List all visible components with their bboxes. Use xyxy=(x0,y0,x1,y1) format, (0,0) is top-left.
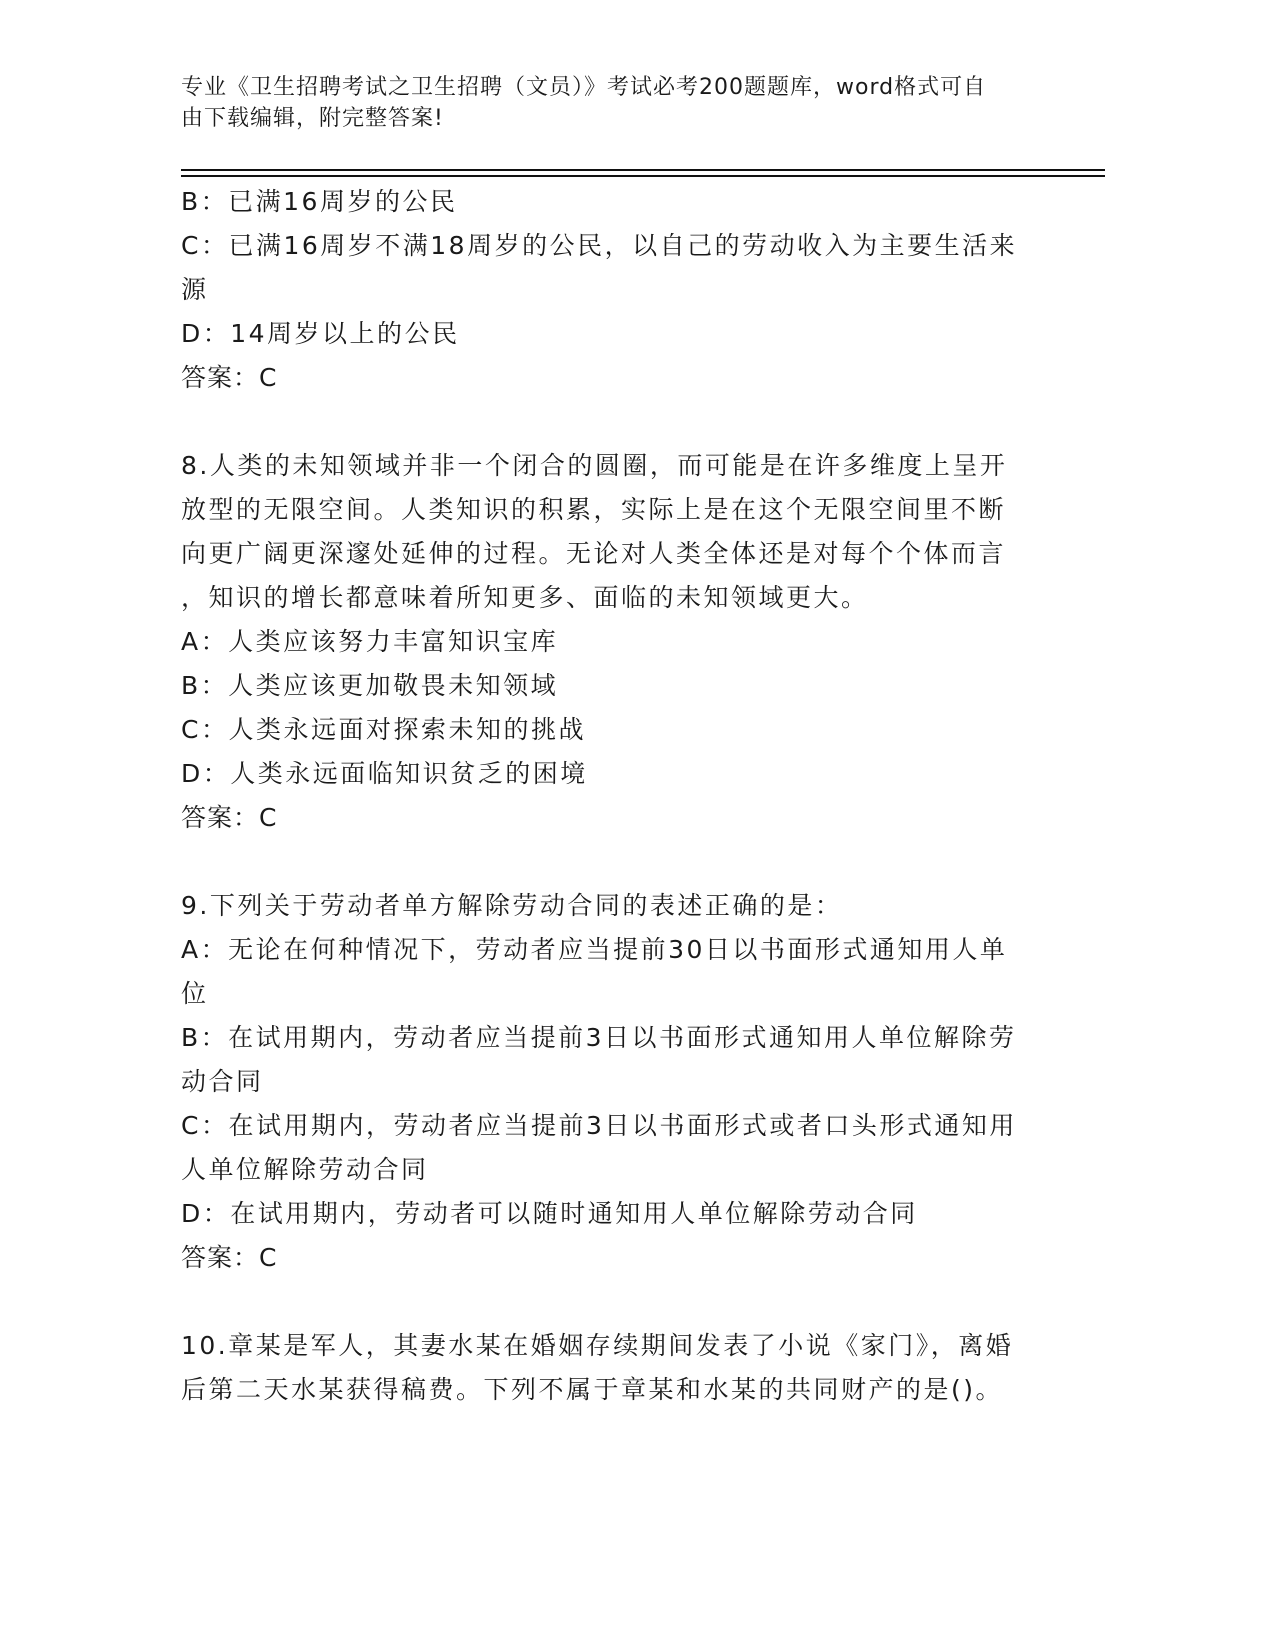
q8-stem-line-1: 8.人类的未知领域并非一个闭合的圆圈，而可能是在许多维度上呈开 xyxy=(181,451,1008,480)
q9-stem: 9.下列关于劳动者单方解除劳动合同的表述正确的是： xyxy=(181,891,843,920)
q8-option-a: A：人类应该努力丰富知识宝库 xyxy=(181,627,559,656)
q10-stem-line-1: 10.章某是军人，其妻水某在婚姻存续期间发表了小说《家门》，离婚 xyxy=(181,1331,1014,1360)
q8-stem-line-3: 向更广阔更深邃处延伸的过程。无论对人类全体还是对每个个体而言 xyxy=(181,539,1007,568)
header-line-2: 由下载编辑，附完整答案! xyxy=(181,106,444,131)
question-7 xyxy=(181,180,1041,400)
q9-answer: 答案：C xyxy=(181,1243,278,1272)
q8-answer: 答案：C xyxy=(181,803,278,832)
q8-option-c: C：人类永远面对探索未知的挑战 xyxy=(181,715,586,744)
q8-stem-line-2: 放型的无限空间。人类知识的积累，实际上是在这个无限空间里不断 xyxy=(181,495,1007,524)
header-divider-top xyxy=(181,169,1105,171)
q10-stem-line-2: 后第二天水某获得稿费。下列不属于章某和水某的共同财产的是()。 xyxy=(181,1375,1004,1404)
question-8 xyxy=(181,444,1041,840)
document-header xyxy=(181,72,1041,134)
q9-option-d: D：在试用期内，劳动者可以随时通知用人单位解除劳动合同 xyxy=(181,1199,918,1228)
q9-option-a-line-1: A：无论在何种情况下，劳动者应当提前30日以书面形式通知用人单 xyxy=(181,935,1008,964)
q9-option-c-line-2: 人单位解除劳动合同 xyxy=(181,1155,429,1184)
spacer xyxy=(181,1280,1041,1324)
question-10 xyxy=(181,1324,1041,1412)
header-line-1: 专业《卫生招聘考试之卫生招聘（文员）》考试必考200题题库，word格式可自 xyxy=(181,75,987,100)
q8-option-b: B：人类应该更加敬畏未知领域 xyxy=(181,671,559,700)
spacer xyxy=(181,400,1041,444)
spacer xyxy=(181,840,1041,884)
q7-option-b: B：已满16周岁的公民 xyxy=(181,187,458,216)
q7-answer: 答案：C xyxy=(181,363,278,392)
q9-option-b-line-1: B：在试用期内，劳动者应当提前3日以书面形式通知用人单位解除劳 xyxy=(181,1023,1017,1052)
question-9 xyxy=(181,884,1041,1280)
header-divider-bottom xyxy=(181,175,1105,177)
q7-option-c-line-1: C：已满16周岁不满18周岁的公民，以自己的劳动收入为主要生活来 xyxy=(181,231,1018,260)
q9-option-c-line-1: C：在试用期内，劳动者应当提前3日以书面形式或者口头形式通知用 xyxy=(181,1111,1017,1140)
question-content xyxy=(181,180,1041,1412)
q9-option-b-line-2: 动合同 xyxy=(181,1067,264,1096)
q8-stem-line-4: ，知识的增长都意味着所知更多、面临的未知领域更大。 xyxy=(181,583,869,612)
q7-option-c-line-2: 源 xyxy=(181,275,209,304)
q8-option-d: D：人类永远面临知识贫乏的困境 xyxy=(181,759,588,788)
q7-option-d: D：14周岁以上的公民 xyxy=(181,319,460,348)
q9-option-a-line-2: 位 xyxy=(181,979,209,1008)
